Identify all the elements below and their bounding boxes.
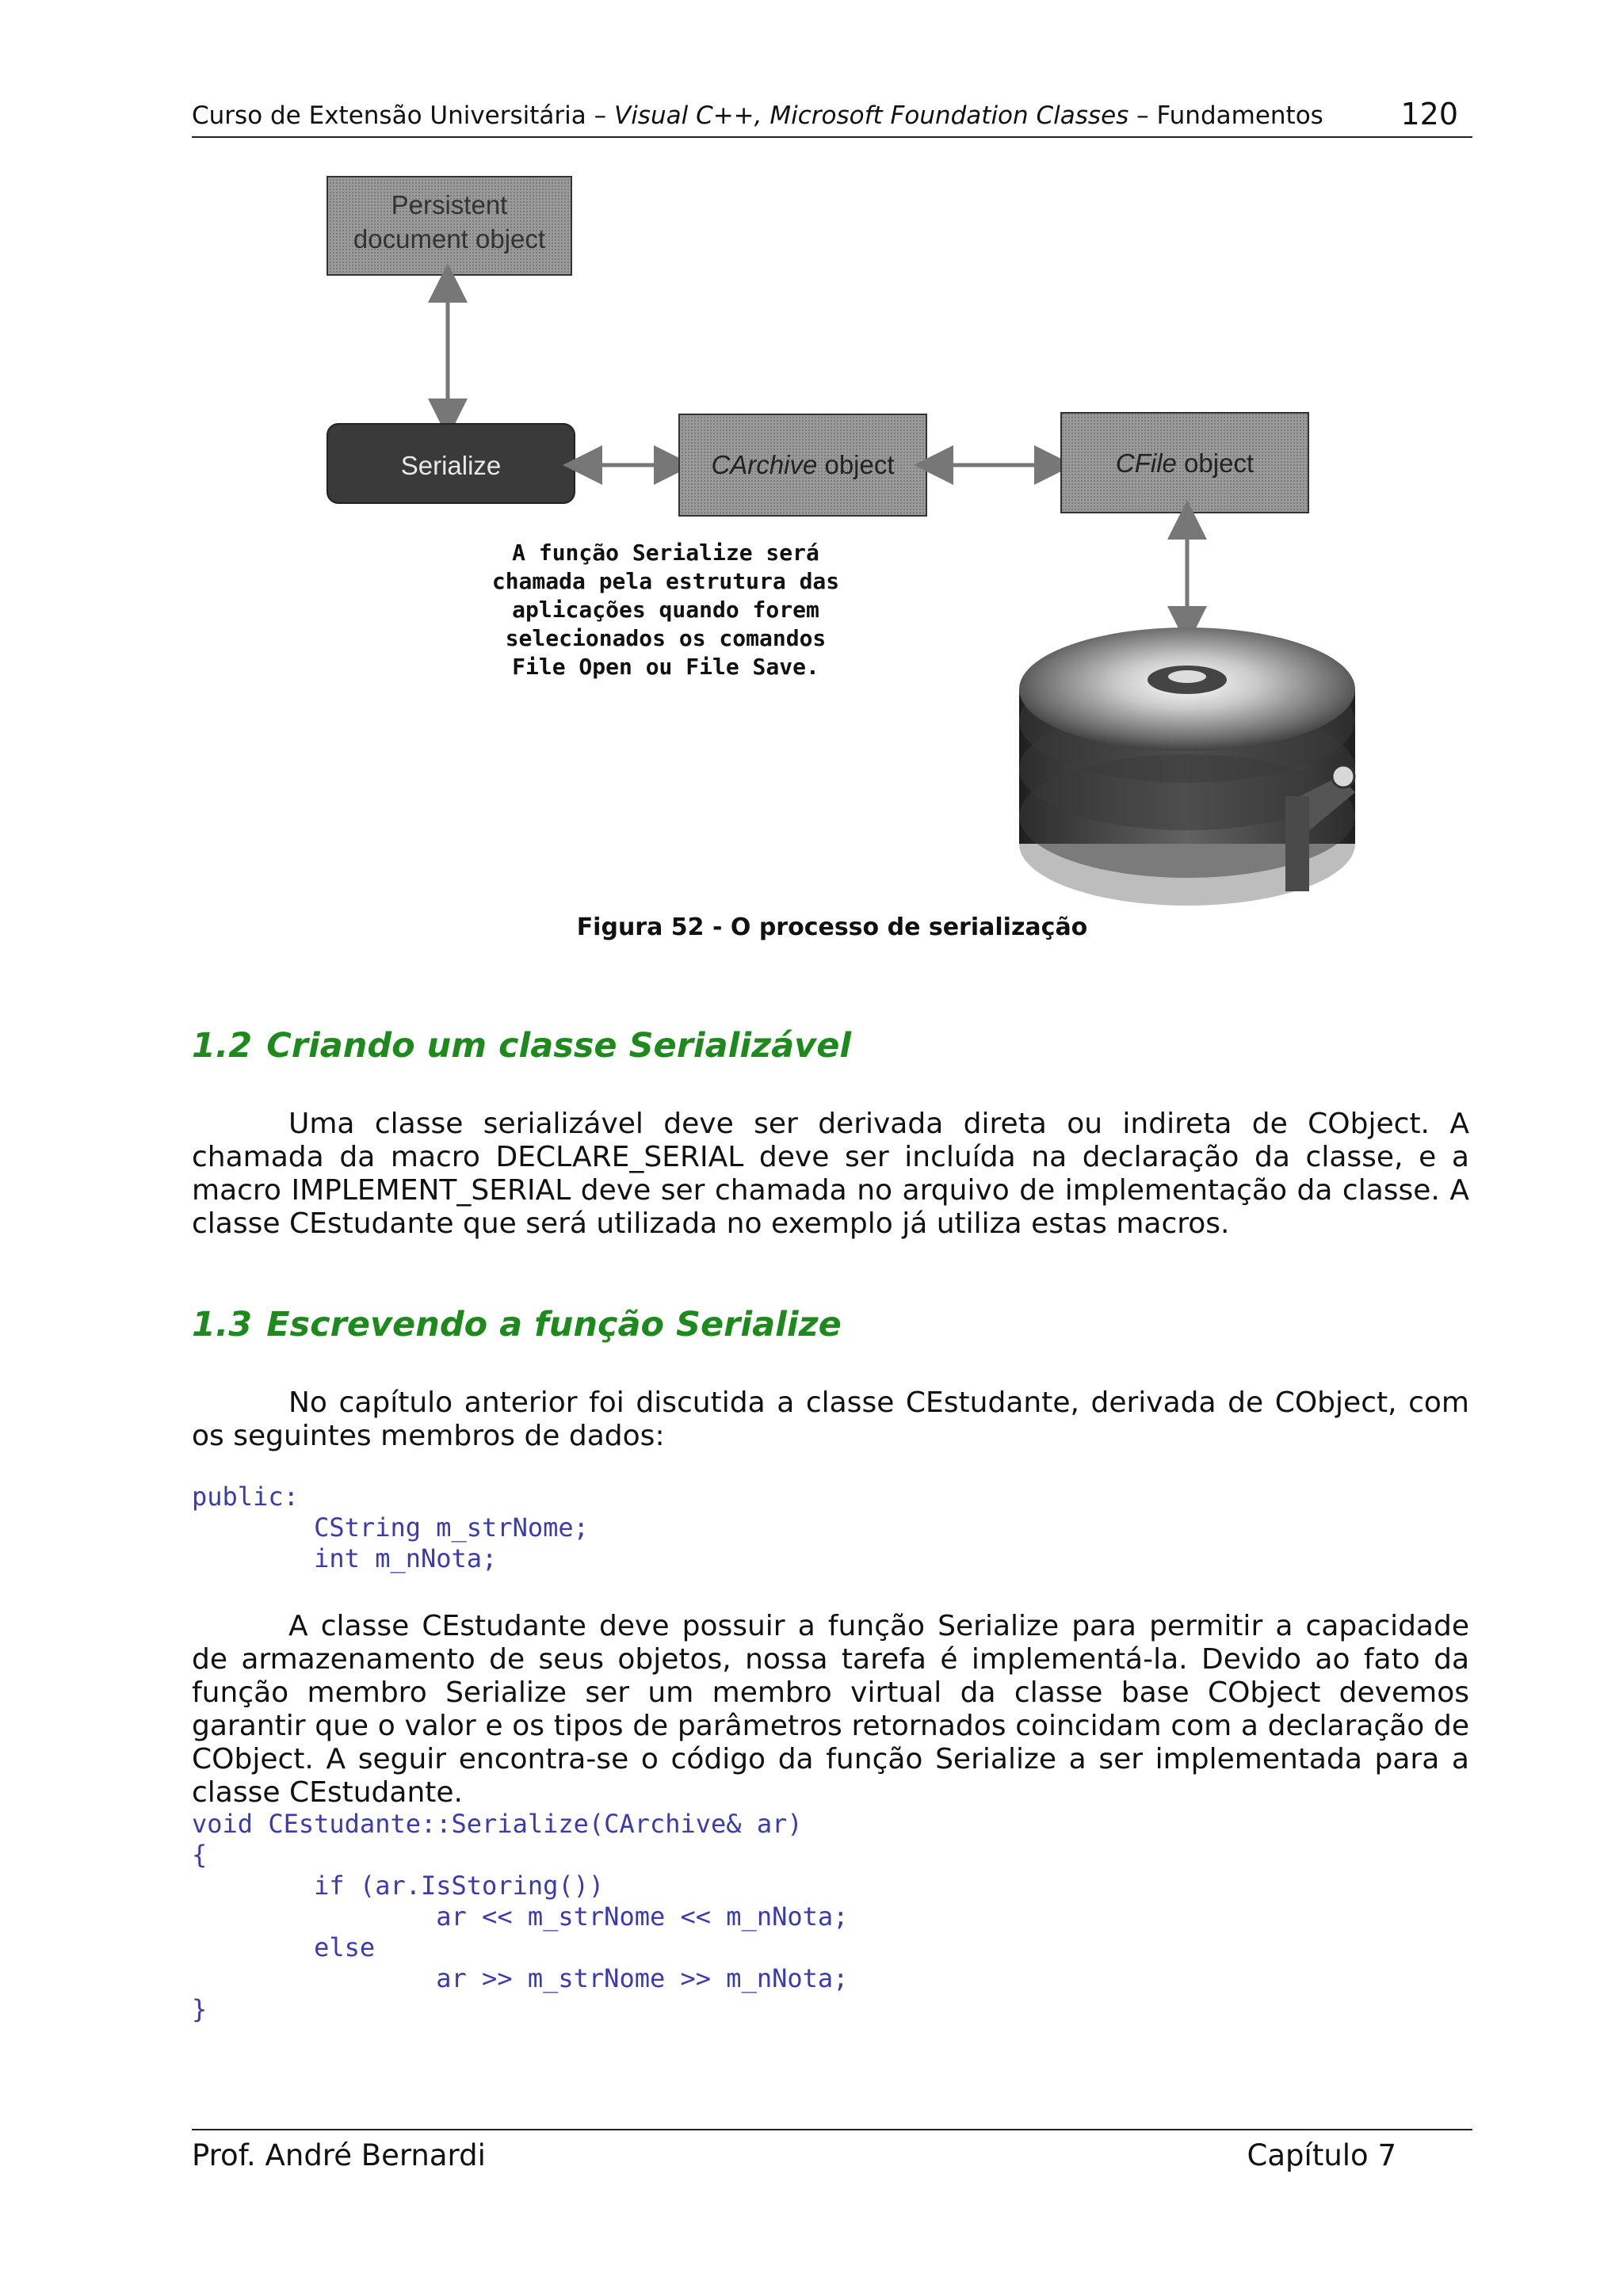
cfile-object-box	[1061, 413, 1308, 513]
figure-caption: Figura 52 - O processo de serialização	[576, 913, 1088, 941]
hard-disk-icon	[1019, 627, 1355, 906]
section-1-3-paragraph-1: No capítulo anterior foi discutida a classe CEstudante, derivada de CObject, com os seguintes membros de dados:	[192, 1386, 1469, 1452]
section-heading-1-2: 1.2 Criando um classe Serializável	[192, 1026, 852, 1066]
page-number: 120	[1400, 97, 1458, 132]
running-title: Curso de Extensão Universitária – Visual C++, Microsoft Foundation Classes – Fundamentos	[192, 101, 1323, 130]
serialization-figure	[317, 166, 1371, 911]
section-1-3-paragraph-2: A classe CEstudante deve possuir a função Serialize para permitir a capacidade de armazenamento de seus objetos, nossa tarefa é implementá-la. Devido ao fato da função membro Serialize ser um membro virtual da classe base CObject devemos garantir que o valor e os tipos de parâmetros retornados coincidam com a declaração de CObject. A seguir encontra-se o código da função Serialize a ser implementada para a classe CEstudante.	[192, 1610, 1469, 1809]
persistent-document-object-box	[327, 177, 571, 275]
page-header	[192, 97, 1472, 138]
page-footer	[192, 2129, 1472, 2172]
serialize-box	[327, 424, 575, 503]
footer-chapter: Capítulo 7	[1247, 2138, 1396, 2172]
figure-annotation: A função Serialize será chamada pela estrutura das aplicações quando forem selecionados os comandos File Open ou File Save.	[491, 540, 840, 680]
section-heading-1-3: 1.3 Escrevendo a função Serialize	[192, 1305, 842, 1344]
persistent-label-line2: document object	[353, 224, 546, 254]
code-block-serialize: void CEstudante::Serialize(CArchive& ar) { if (ar.IsStoring()) ar << m_strNome << m_nNota; else ar >> m_strNome >> m_nNota; }	[192, 1809, 849, 2024]
section-1-2-paragraph: Uma classe serializável deve ser derivada direta ou indireta de CObject. A chamada da macro DECLARE_SERIAL deve ser incluída na declaração da classe, e a macro IMPLEMENT_SERIAL deve ser chamada no arquivo de implementação da classe. A classe CEstudante que será utilizada no exemplo já utiliza estas macros.	[192, 1108, 1469, 1240]
code-block-members: public: CString m_strNome; int m_nNota;	[192, 1482, 589, 1573]
carchive-object-box	[679, 414, 926, 516]
persistent-label-line1: Persistent	[391, 190, 508, 219]
footer-author: Prof. André Bernardi	[192, 2138, 486, 2172]
cfile-label: CFile object	[1115, 448, 1254, 478]
carchive-label: CArchive object	[711, 450, 895, 479]
serialize-label: Serialize	[400, 451, 502, 480]
